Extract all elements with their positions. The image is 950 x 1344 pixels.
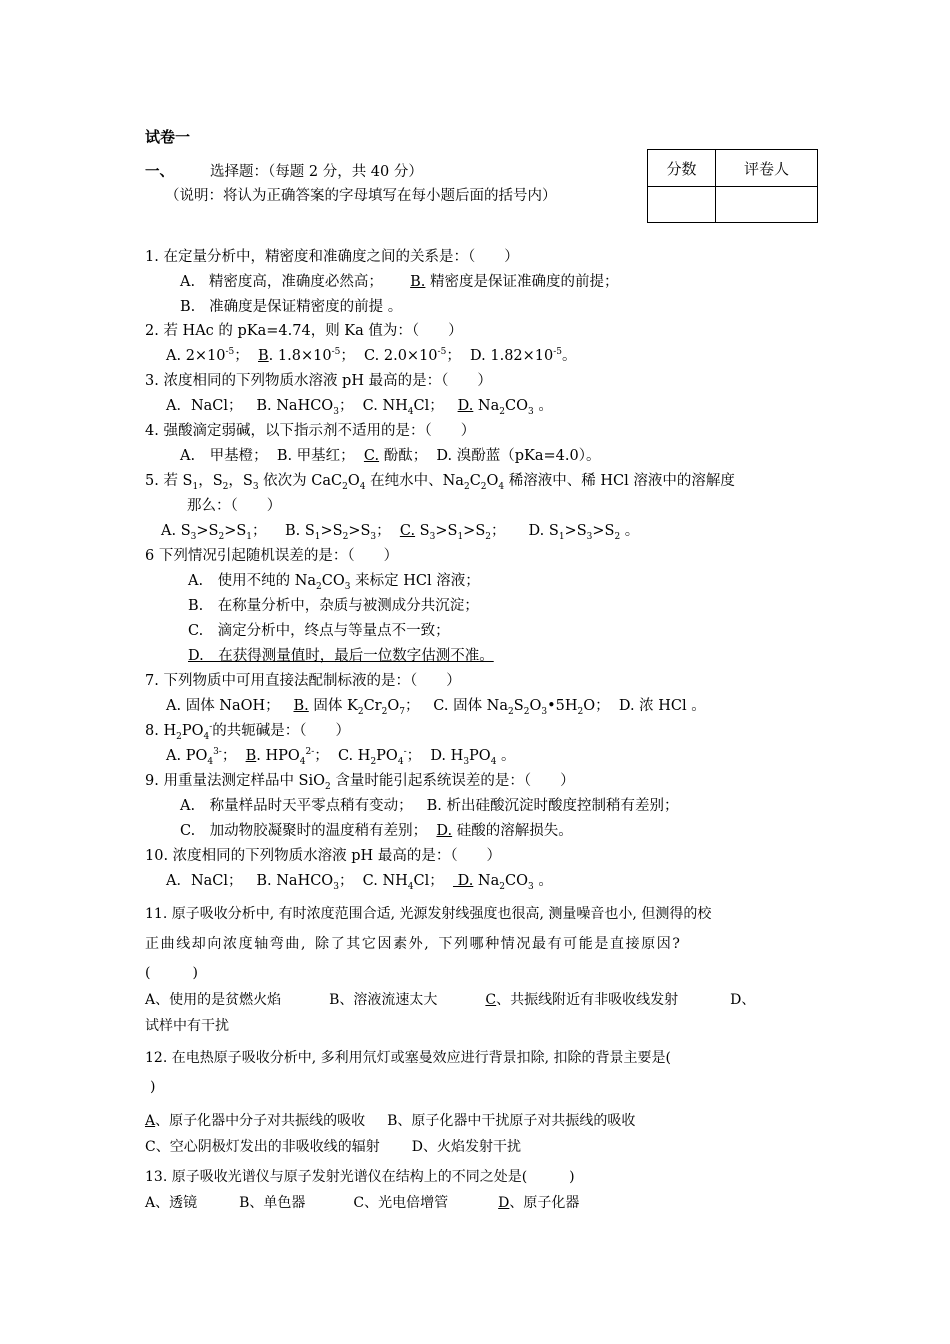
question-10: 10. 浓度相同的下列物质水溶液 pH 最高的是：（ ） [145,848,502,864]
q10-options: A．NaCl； B. NaHCO$_3$； C. $NH_4Cl$； D. $Na_2CO_3$ 。 [166,873,553,892]
q11-options: A、使用的是贫燃火焰 B、溶液流速太大 C、共振线附近有非吸收线发射 D、 [145,992,756,1008]
q6-option-a: A. 使用不纯的 $Na_2CO_3$ 来标定 HCl 溶液； [188,573,480,592]
question-6: 6 下列情况引起随机误差的是：（ ） [145,548,399,564]
question-7: 7. 下列物质中可用直接法配制标液的是：（ ） [145,673,461,689]
q9-option-ab: A. 称量样品时天平零点稍有变动； B. 析出硅酸沉淀时酸度控制稍有差别； [180,798,679,814]
q11-option-d-cont: 试样中有干扰 [145,1018,229,1034]
question-5: 5. 若 $S_1$，$S_2$，$S_3$ 依次为 $CaC_2O_4$ 在纯水中、$Na_2C_2O_4$ 稀溶液中、稀 HCl 溶液中的溶解度 [145,473,735,492]
q1-option-a: A. 精密度高，准确度必然高； B. 精密度是保证准确度的前提； [180,274,619,290]
q1-option-c: B. 准确度是保证精密度的前提 。 [180,299,403,315]
score-table [647,149,818,223]
q5-options: A. $S_3>S_2>S_1$； B. $S_1>S_2>S_3$； C. $S_3>S_1>S_2$； D. $S_1>S_3>S_2$ 。 [161,523,640,542]
q6-option-b: B. 在称量分析中，杂质与被测成分共沉淀； [188,598,479,614]
q3-options: A．NaCl； B. NaHCO$_3$； C. $NH_4Cl$； D. $Na_2CO_3$ 。 [166,398,553,417]
q6-option-d: D. 在获得测量值时，最后一位数字估测不准。 [188,648,494,664]
q8-options: A. $PO_4^{3-}$； B. $HPO_4^{2-}$； C. $H_2PO_4^-$； D. $H_3PO_4$ 。 [166,747,516,767]
section-number: 一、 [145,163,174,180]
question-13: 13. 原子吸收光谱仪与原子发射光谱仪在结构上的不同之处是( ) [145,1169,575,1185]
grader-cell [716,187,818,223]
score-cell [648,187,716,223]
question-11-line3: ( ) [145,965,198,981]
q2-options: A. $2\times 10^{-5}$； B. $1.8\times 10^{-5}$； C. $2.0\times 10^{-5}$； D. $1.82\times 10^{-5}$。 [166,347,577,364]
q12-option-cd: C、空心阴极灯发出的非吸收线的辐射 D、火焰发射干扰 [145,1139,521,1155]
question-11-line1: 11. 原子吸收分析中, 有时浓度范围合适, 光源发射线强度也很高, 测量噪音也小, 但测得的校 [145,906,712,922]
question-8: 8. $H_2PO_4^-$的共轭碱是：（ ） [145,722,351,742]
question-3: 3. 浓度相同的下列物质水溶液 pH 最高的是：（ ） [145,373,492,389]
question-4: 4. 强酸滴定弱碱，以下指示剂不适用的是：（ ） [145,423,476,439]
section-note: （说明：将认为正确答案的字母填写在每小题后面的括号内） [165,188,557,204]
q9-option-cd: C. 加动物胶凝聚时的温度稍有差别； D. 硅酸的溶解损失。 [180,823,573,839]
question-12-line2: ) [150,1079,156,1095]
section-title: 选择题：（每题 2 分，共 40 分） [210,164,423,180]
grader-header: 评卷人 [716,150,818,187]
question-2: 2. 若 HAc 的 pKa=4.74，则 Ka 值为：（ ） [145,323,463,339]
question-11-line2: 正曲线却向浓度轴弯曲, 除了其它因素外, 下列哪种情况最有可能是直接原因? [145,936,682,952]
q12-option-ab: A、原子化器中分子对共振线的吸收 B、原子化器中干扰原子对共振线的吸收 [145,1113,636,1129]
question-1: 1. 在定量分析中，精密度和准确度之间的关系是：（ ） [145,249,519,265]
question-9: 9. 用重量法测定样品中 SiO$_2$ 含量时能引起系统误差的是：（ ） [145,773,575,792]
paper-title: 试卷一 [145,128,191,146]
q4-options: A. 甲基橙； B. 甲基红； C. 酚酞； D. 溴酚蓝（pKa=4.0）。 [180,448,601,464]
q13-options: A、透镜 B、单色器 C、光电倍增管 D、原子化器 [145,1195,580,1211]
score-header: 分数 [648,150,716,187]
question-12-line1: 12. 在电热原子吸收分析中, 多利用氘灯或塞曼效应进行背景扣除, 扣除的背景主要是( [145,1050,671,1066]
question-5-cont: 那么：（ ） [187,498,282,514]
q6-option-c: C. 滴定分析中，终点与等量点不一致； [188,623,450,639]
q7-options: A. 固体 NaOH； B. 固体 $K_2Cr_2O_7$； C. 固体 $Na_2S_2O_3•5H_2O$； D. 浓 HCl 。 [166,698,706,717]
